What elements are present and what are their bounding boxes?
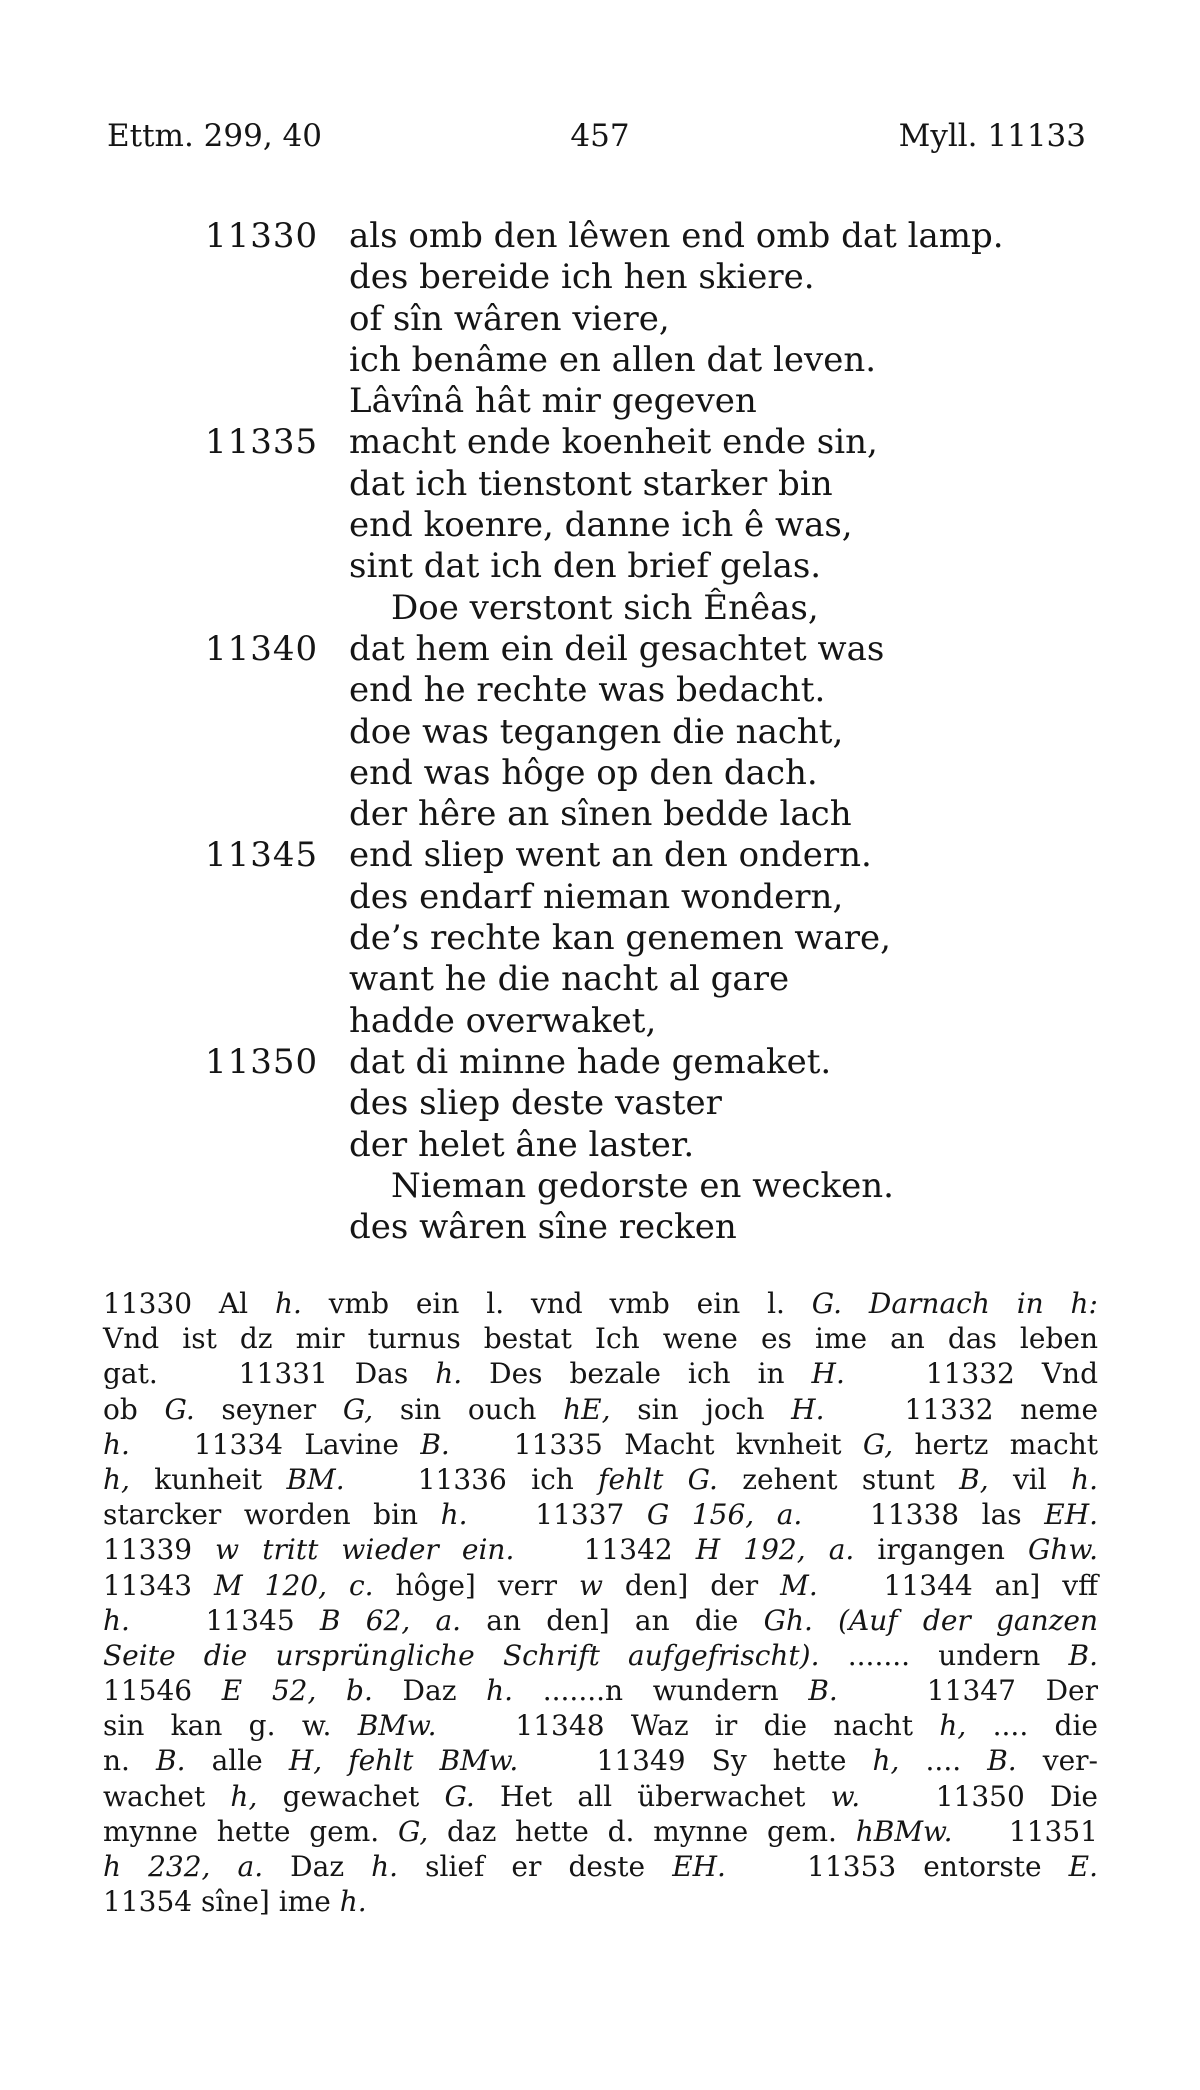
apparatus-siglum: G, <box>862 1427 894 1461</box>
apparatus-line <box>103 1286 1098 1321</box>
apparatus-siglum: h, <box>103 1462 130 1496</box>
verse-line <box>0 670 1200 711</box>
apparatus-siglum: B, <box>959 1462 989 1496</box>
apparatus-line <box>103 1638 1098 1673</box>
verse-line-text: Nieman gedorste en wecken. <box>391 1165 894 1206</box>
verse-line <box>0 299 1200 340</box>
verse-line-text: der helet âne laster. <box>349 1124 695 1165</box>
apparatus-text: gat. 11331 Das <box>103 1357 436 1391</box>
verse-line <box>0 877 1200 918</box>
apparatus-text: ver- <box>1016 1744 1098 1778</box>
apparatus-text: 11350 Die <box>860 1779 1098 1813</box>
verse-line <box>0 1207 1200 1248</box>
apparatus-line <box>103 1462 1098 1497</box>
apparatus-siglum: h 232, a. <box>103 1850 264 1883</box>
apparatus-siglum: h. <box>440 1498 468 1532</box>
apparatus-text: n. <box>103 1744 157 1778</box>
apparatus-siglum: B. <box>420 1427 450 1461</box>
apparatus-siglum: h. <box>486 1674 514 1708</box>
apparatus-siglum: G. Darnach in h: <box>811 1287 1098 1320</box>
verse-line-text: dat ich tienstont starker bin <box>349 463 833 504</box>
verse-line <box>0 629 1200 670</box>
apparatus-text: seyner <box>194 1392 343 1426</box>
apparatus-siglum: h. <box>103 1603 130 1637</box>
running-header-right: Myll. 11133 <box>898 118 1086 154</box>
apparatus-text: .... die <box>966 1709 1098 1743</box>
running-header-left: Ettm. 299, 40 <box>107 118 322 154</box>
apparatus-text: 11335 Macht kvnheit <box>449 1427 863 1461</box>
apparatus-text: 11336 ich <box>344 1462 599 1496</box>
apparatus-siglum: G. <box>444 1779 475 1813</box>
apparatus-siglum: BMw. <box>357 1709 437 1743</box>
apparatus-siglum: h, <box>872 1744 900 1778</box>
apparatus-text: 11330 Al <box>103 1287 275 1320</box>
verse-line-text: des bereide ich hen skiere. <box>349 257 815 298</box>
apparatus-line <box>103 1321 1098 1356</box>
apparatus-siglum: G. <box>164 1392 195 1426</box>
apparatus-line <box>103 1427 1098 1462</box>
apparatus-line <box>103 1708 1098 1743</box>
apparatus-text: sin joch <box>610 1392 792 1426</box>
apparatus-siglum: h. <box>1071 1462 1098 1496</box>
verse-line-text: sint dat ich den brief gelas. <box>349 546 822 587</box>
apparatus-siglum: E. <box>1068 1850 1098 1883</box>
apparatus-text <box>813 1604 838 1637</box>
apparatus-line <box>103 1814 1098 1849</box>
apparatus-text: irgangen <box>854 1533 1029 1567</box>
verse-line <box>0 794 1200 835</box>
apparatus-text: alle <box>185 1744 289 1778</box>
apparatus-text: kunheit <box>129 1462 287 1496</box>
apparatus-line <box>103 1356 1098 1391</box>
verse-line <box>0 1001 1200 1042</box>
apparatus-text: 11354 sîne] ime <box>103 1885 340 1919</box>
verse-line <box>0 1042 1200 1083</box>
apparatus-text: 11345 <box>129 1603 320 1637</box>
verse-line-text: dat hem ein deil gesachtet was <box>349 628 885 669</box>
apparatus-text: 11343 <box>103 1568 215 1602</box>
apparatus-text: mynne hette gem. <box>103 1814 398 1848</box>
apparatus-siglum: B. <box>156 1744 186 1778</box>
apparatus-text: wachet <box>103 1779 231 1813</box>
apparatus-text: 11342 <box>514 1533 696 1567</box>
verse-line <box>0 546 1200 587</box>
apparatus-line <box>103 1392 1098 1427</box>
apparatus-text: an den] an die <box>461 1603 764 1637</box>
apparatus-text: 11332 Vnd <box>844 1357 1098 1391</box>
verse-line <box>0 918 1200 959</box>
apparatus-siglum: M 120, c. <box>214 1568 374 1602</box>
apparatus-text: ob <box>103 1392 165 1426</box>
apparatus-text: den] der <box>602 1568 781 1602</box>
apparatus-text: 11347 Der <box>837 1674 1098 1708</box>
apparatus-siglum: BM. <box>286 1462 345 1496</box>
apparatus-siglum: h, <box>939 1709 967 1743</box>
apparatus-siglum: h. <box>103 1427 130 1461</box>
apparatus-siglum: H. <box>811 1357 845 1391</box>
apparatus-siglum: h. <box>339 1885 367 1919</box>
apparatus-text: zehent stunt <box>717 1462 960 1496</box>
verse-line-text: hadde overwaket, <box>349 1000 657 1041</box>
apparatus-siglum: EH. <box>1044 1498 1099 1532</box>
apparatus-text: 11349 Sy hette <box>518 1744 873 1778</box>
verse-line-text: end he rechte was bedacht. <box>349 670 826 711</box>
apparatus-text: Het all überwachet <box>474 1779 831 1813</box>
apparatus-text: Vnd ist dz mir turnus bestat Ich wene es ime an das leben <box>103 1322 1098 1356</box>
verse-line-text: doe was tegangen die nacht, <box>349 711 844 752</box>
verse-line <box>0 959 1200 1000</box>
apparatus-siglum: w tritt wieder ein. <box>215 1533 515 1567</box>
verse-line <box>0 753 1200 794</box>
apparatus-text: 11344 an] vff <box>817 1568 1098 1602</box>
verse-line <box>0 835 1200 876</box>
apparatus-siglum: B. <box>1068 1638 1098 1672</box>
verse-line-text: de’s rechte kan genemen ware, <box>349 918 891 959</box>
apparatus-text: 11546 <box>103 1674 222 1708</box>
apparatus-siglum: hBMw. <box>855 1814 953 1848</box>
apparatus-line <box>103 1568 1098 1603</box>
apparatus-text: vmb ein l. vnd vmb ein l. <box>301 1287 812 1320</box>
apparatus-text: sin ouch <box>373 1392 564 1426</box>
apparatus-line <box>103 1884 1098 1919</box>
apparatus-line <box>103 1673 1098 1708</box>
apparatus-siglum: G, <box>342 1392 374 1426</box>
apparatus-text: 11337 <box>467 1498 647 1532</box>
verse-line <box>0 1083 1200 1124</box>
apparatus-text: Des bezale ich in <box>462 1357 812 1391</box>
verse-line-text: end was hôge op den dach. <box>349 752 818 793</box>
apparatus-siglum: Gh. <box>763 1603 813 1637</box>
verse-line-text: dat di minne hade gemaket. <box>349 1041 832 1082</box>
verse-line-text: want he die nacht al gare <box>349 959 790 1000</box>
apparatus-line <box>103 1603 1098 1638</box>
verse-line <box>0 381 1200 422</box>
apparatus-siglum: H. <box>791 1392 825 1426</box>
verse-line <box>0 1166 1200 1207</box>
apparatus-siglum: fehlt G. <box>598 1462 718 1496</box>
apparatus-siglum: Seite die ursprüngliche Schrift aufgefrischt). <box>103 1638 820 1672</box>
apparatus-text: 11339 <box>103 1533 216 1567</box>
verse-line-text: der hêre an sînen bedde lach <box>349 794 852 835</box>
apparatus-siglum: B 62, a. <box>319 1603 462 1637</box>
apparatus-siglum: w. <box>830 1779 861 1813</box>
apparatus-siglum: M. <box>780 1568 818 1602</box>
verse-line <box>0 216 1200 257</box>
apparatus-siglum: G, <box>397 1814 429 1848</box>
apparatus-text: Daz <box>263 1850 372 1883</box>
critical-apparatus <box>103 1286 1098 1919</box>
verse-line-text: ich benâme en allen dat leven. <box>349 339 877 380</box>
apparatus-siglum: H 192, a. <box>695 1533 855 1567</box>
apparatus-siglum: h. <box>371 1850 399 1883</box>
line-number: 11340 <box>205 628 319 669</box>
apparatus-text: ....... undern <box>819 1638 1069 1672</box>
verse-line-text: end sliep went an den ondern. <box>349 835 872 876</box>
verse-line <box>0 340 1200 381</box>
apparatus-siglum: B. <box>808 1674 838 1708</box>
line-number: 11335 <box>205 422 319 463</box>
page-number: 457 <box>570 118 630 154</box>
apparatus-text: 11332 neme <box>824 1392 1099 1426</box>
apparatus-siglum: H, <box>288 1744 323 1778</box>
apparatus-siglum: (Auf der ganzen <box>838 1603 1099 1637</box>
apparatus-text: vil <box>988 1462 1072 1496</box>
apparatus-siglum: hE, <box>563 1392 611 1426</box>
apparatus-line <box>103 1532 1098 1567</box>
apparatus-text: slief er deste <box>398 1850 673 1883</box>
apparatus-siglum: G 156, a. <box>646 1498 803 1532</box>
apparatus-line <box>103 1779 1098 1814</box>
verse-line-text: des wâren sîne recken <box>349 1207 737 1248</box>
verse-line <box>0 712 1200 753</box>
apparatus-text: Daz <box>372 1674 487 1708</box>
apparatus-siglum: h. <box>274 1287 302 1320</box>
verse-line-text: Lâvînâ hât mir gegeven <box>349 381 757 422</box>
apparatus-text: gewachet <box>257 1779 445 1813</box>
apparatus-text: .... <box>899 1744 988 1778</box>
apparatus-text: sin kan g. w. <box>103 1709 358 1743</box>
line-number: 11345 <box>205 835 319 876</box>
verse-line <box>0 588 1200 629</box>
apparatus-siglum: w <box>578 1568 603 1602</box>
verse-line <box>0 1125 1200 1166</box>
apparatus-text: 11351 <box>952 1814 1098 1848</box>
verse-line-text: des sliep deste vaster <box>349 1083 722 1124</box>
apparatus-siglum: h. <box>435 1357 463 1391</box>
verse-line <box>0 422 1200 463</box>
apparatus-text: 11353 entorste <box>725 1850 1069 1883</box>
apparatus-text: 11338 las <box>802 1498 1045 1532</box>
apparatus-line <box>103 1743 1098 1778</box>
verse-line <box>0 464 1200 505</box>
apparatus-text: starcker worden bin <box>103 1498 441 1532</box>
apparatus-siglum: B. <box>987 1744 1017 1778</box>
apparatus-text: 11334 Lavine <box>129 1427 421 1461</box>
apparatus-text: .......n wundern <box>513 1674 809 1708</box>
verse-line-text: als omb den lêwen end omb dat lamp. <box>349 216 1004 256</box>
apparatus-siglum: Ghw. <box>1028 1533 1098 1567</box>
verse-line <box>0 505 1200 546</box>
verse-line-text: des endarf nieman wondern, <box>349 876 844 917</box>
apparatus-siglum: fehlt BMw. <box>348 1744 519 1778</box>
verse-line-text: end koenre, danne ich ê was, <box>349 505 853 546</box>
apparatus-siglum: E 52, b. <box>221 1674 373 1708</box>
apparatus-text: hôge] verr <box>373 1568 579 1602</box>
verse-line-text: of sîn wâren viere, <box>349 298 670 339</box>
verse-line <box>0 257 1200 298</box>
apparatus-line <box>103 1849 1098 1884</box>
apparatus-text <box>322 1744 348 1777</box>
verse-line-text: Doe verstont sich Ênêas, <box>391 587 819 628</box>
apparatus-text: hertz macht <box>893 1427 1098 1461</box>
verse-line-text: macht ende koenheit ende sin, <box>349 422 878 463</box>
apparatus-line <box>103 1497 1098 1532</box>
apparatus-text: 11348 Waz ir die nacht <box>436 1709 940 1743</box>
line-number: 11330 <box>205 216 319 256</box>
line-number: 11350 <box>205 1041 319 1082</box>
verse-text <box>0 216 1200 1248</box>
apparatus-siglum: h, <box>230 1779 258 1813</box>
apparatus-siglum: EH. <box>672 1850 726 1883</box>
apparatus-text: daz hette d. mynne gem. <box>428 1814 856 1848</box>
